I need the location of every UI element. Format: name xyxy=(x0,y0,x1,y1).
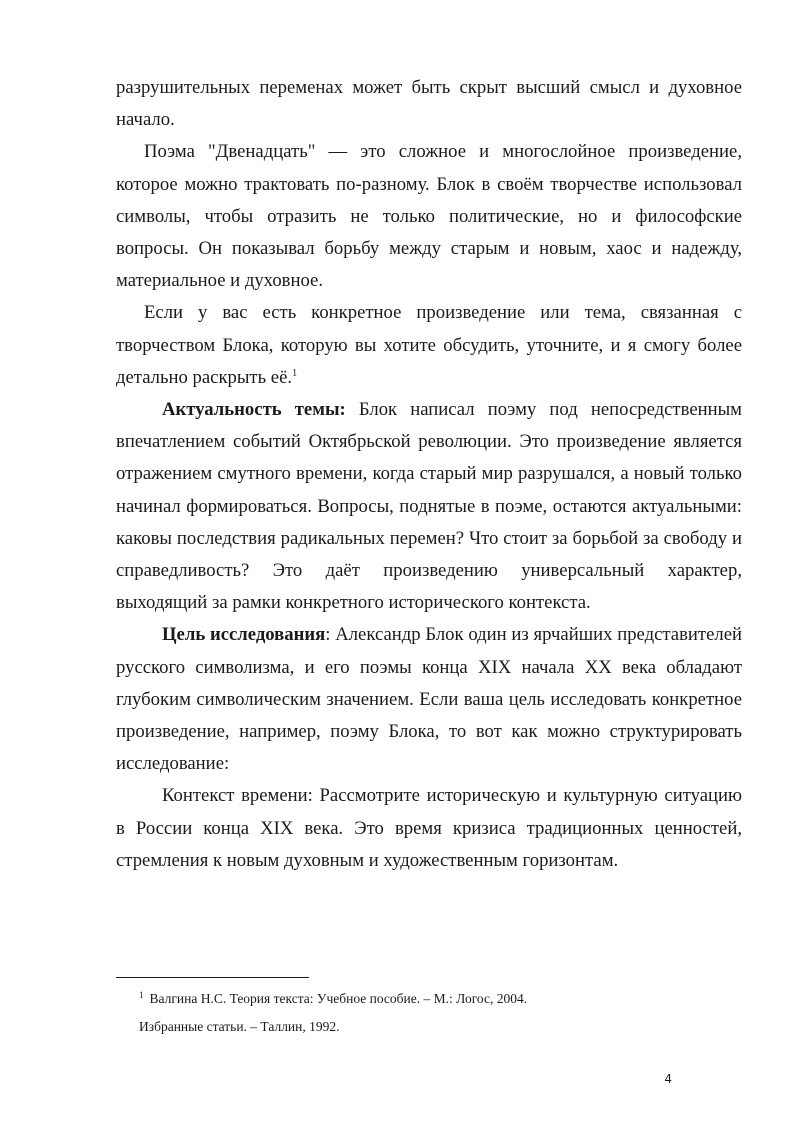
paragraph-time-context: Контекст времени: Рассмотрите историческую и культурную ситуацию в России конца XIX века. Это время кризиса традиционных ценностей, стремления к новым духовным и художественным горизонтам. xyxy=(116,785,742,871)
footnote-continuation: Избранные статьи. – Таллин, 1992. xyxy=(139,1019,340,1034)
footnote-reference[interactable]: 1 xyxy=(292,367,298,379)
paragraph-offer xyxy=(116,297,742,394)
relevance-label: Актуальность темы: xyxy=(162,399,346,421)
footnote-entry xyxy=(139,985,739,1013)
paragraph-offer-text: Если у вас есть конкретное произведение или тема, связанная с творчеством Блока, которую вы хотите обсудить, уточните, и я смогу более детально раскрыть её. xyxy=(116,302,742,388)
research-goal-label: Цель исследования xyxy=(162,624,326,646)
footnote-line-1: Валгина Н.С. Теория текста: Учебное пособие. – М.: Логос, 2004. xyxy=(149,991,528,1006)
page-number: 4 xyxy=(664,1072,672,1086)
paragraph-poem-description: Поэма "Двенадцать" — это сложное и многослойное произведение, которое можно трактовать по-разному. Блок в своём творчестве использовал символы, чтобы отразить не только политические, но и философские вопросы. Он показывал борьбу между старым и новым, хаос и надежду, материальное и духовное. xyxy=(116,141,742,292)
footnote-separator xyxy=(116,977,309,978)
research-goal-text: : Александр Блок один из ярчайших представителей русского символизма, и его поэмы конца XIX начала XX века обладают глубоким символическим значением. Если ваша цель исследовать конкретное произведение, например, поэму Блока, то вот как можно структурировать исследование: xyxy=(116,624,743,775)
paragraph-research-goal xyxy=(116,619,742,780)
paragraph-continuation: разрушительных переменах может быть скрыт высший смысл и духовное начало. xyxy=(116,77,742,131)
relevance-text: Блок написал поэму под непосредственным впечатлением событий Октябрьской революции. Это произведение является отражением смутного времени, когда старый мир разрушался, а новый только начинал формироваться. Вопросы, поднятые в поэме, остаются актуальными: каковы последствия радикальных перемен? Что стоит за борьбой за свободу и справедливость? Это даёт произведению универсальный характер, выходящий за рамки конкретного исторического контекста. xyxy=(116,399,742,614)
body-text xyxy=(116,72,742,877)
paragraph-relevance xyxy=(116,394,742,619)
footnote-area xyxy=(139,985,739,1041)
footnote-marker: 1 xyxy=(139,989,144,1000)
